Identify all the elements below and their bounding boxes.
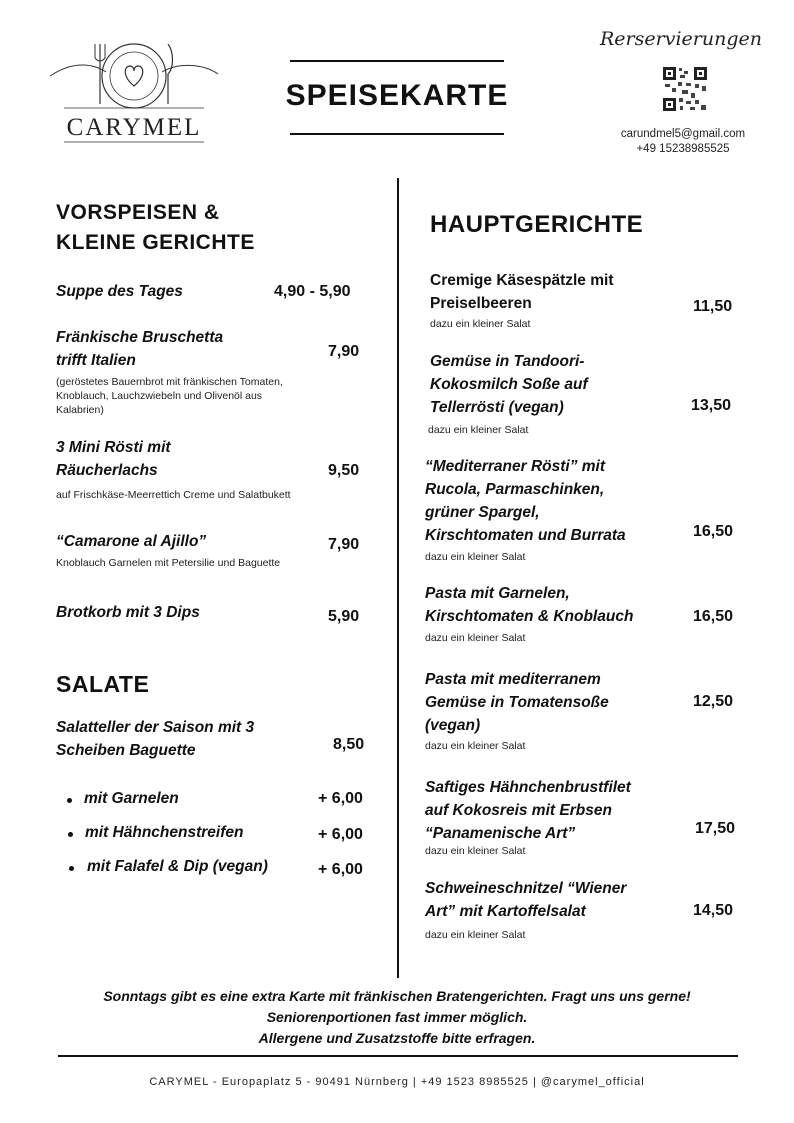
extra-haehnchen-price: + 6,00 xyxy=(318,826,363,843)
item-camarone-name: “Camarone al Ajillo” xyxy=(56,533,207,550)
extra-garnelen-price: + 6,00 xyxy=(318,790,363,807)
section-title-hauptgerichte: HAUPTGERICHTE xyxy=(430,211,644,238)
item-bruschetta-name: Fränkische Bruschetta trifft Italien xyxy=(56,329,224,369)
item-suppe-price: 4,90 - 5,90 xyxy=(274,283,351,300)
item-suppe-name: Suppe des Tages xyxy=(56,283,183,300)
footer-rule xyxy=(58,1055,738,1057)
main-pasta-gemuese-price: 12,50 xyxy=(693,693,734,710)
item-roesti-lachs-price: 9,50 xyxy=(328,462,360,479)
main-pasta-garnelen-price: 16,50 xyxy=(693,608,734,625)
main-mediterraner-roesti-price: 16,50 xyxy=(693,523,734,540)
item-salatteller-price: 8,50 xyxy=(333,736,365,753)
column-divider xyxy=(397,178,399,978)
item-roesti-lachs-note: auf Frischkäse-Meerrettich Creme und Salatbukett xyxy=(56,489,291,501)
title-rule-top xyxy=(290,60,504,62)
main-tandoori-name: Gemüse in Tandoori- Kokosmilch Soße auf Tellerrösti (vegan) xyxy=(430,353,588,416)
section-title-vorspeisen: VORSPEISEN & KLEINE GERICHTE xyxy=(56,201,255,254)
item-salatteller-name: Salatteller der Saison mit 3 Scheiben Baguette xyxy=(56,719,255,759)
item-bruschetta-note: (geröstetes Bauernbrot mit fränkischen Tomaten, Knoblauch, Lauchzwiebeln und Olivenöl aus Kalabrien) xyxy=(56,376,283,416)
item-camarone-price: 7,90 xyxy=(328,536,360,553)
item-brotkorb-price: 5,90 xyxy=(328,608,360,625)
main-haehnchenbrust-price: 17,50 xyxy=(695,820,736,837)
main-pasta-gemuese-name: Pasta mit mediterranem Gemüse in Tomatensoße (vegan) xyxy=(425,671,609,734)
main-schnitzel-price: 14,50 xyxy=(693,902,734,919)
footer-note-allergene: Allergene und Zusatzstoffe bitte erfragen. xyxy=(258,1030,536,1046)
extra-falafel-price: + 6,00 xyxy=(318,861,363,878)
footer-address: CARYMEL - Europaplatz 5 - 90491 Nürnberg | +49 1523 8985525 | @carymel_official xyxy=(149,1076,645,1088)
main-haehnchenbrust-note: dazu ein kleiner Salat xyxy=(425,845,526,857)
extra-falafel-name: mit Falafel & Dip (vegan) xyxy=(87,858,268,875)
extra-garnelen-name: mit Garnelen xyxy=(84,790,179,807)
main-mediterraner-roesti-note: dazu ein kleiner Salat xyxy=(425,551,526,563)
main-kaesespaetzle-price: 11,50 xyxy=(693,298,733,315)
item-roesti-lachs-name: 3 Mini Rösti mit Räucherlachs xyxy=(56,439,171,479)
extra-haehnchen-name: mit Hähnchenstreifen xyxy=(85,824,244,841)
main-tandoori-price: 13,50 xyxy=(691,397,732,414)
item-bruschetta-price: 7,90 xyxy=(328,343,360,360)
footer-notes xyxy=(40,986,754,1049)
bullet-dot xyxy=(68,832,73,837)
bullet-dot xyxy=(69,866,74,871)
contact-email[interactable]: carundmel5@gmail.com xyxy=(620,128,746,140)
main-pasta-garnelen-name: Pasta mit Garnelen, Kirschtomaten & Knoblauch xyxy=(425,585,634,625)
contact-phone[interactable]: +49 15238985525 xyxy=(636,143,730,155)
main-schnitzel-note: dazu ein kleiner Salat xyxy=(425,929,526,941)
page-title: SPEISEKARTE xyxy=(285,79,509,112)
title-rule-bottom xyxy=(290,133,504,135)
footer-note-sonntag: Sonntags gibt es eine extra Karte mit fränkischen Bratengerichten. Fragt uns uns gerne! xyxy=(103,988,691,1004)
main-mediterraner-roesti-name: “Mediterraner Rösti” mit Rucola, Parmaschinken, grüner Spargel, Kirschtomaten und Burrata xyxy=(425,458,626,544)
contact-info xyxy=(600,127,766,157)
section-title-salate: SALATE xyxy=(56,671,150,697)
bullet-dot xyxy=(67,798,72,803)
main-haehnchenbrust-name: Saftiges Hähnchenbrustfilet auf Kokosreis mit Erbsen “Panamenische Art” xyxy=(425,779,631,842)
brand-name: CARYMEL xyxy=(66,114,202,141)
main-kaesespaetzle-name: Cremige Käsespätzle mit Preiselbeeren xyxy=(430,272,614,312)
item-camarone-note: Knoblauch Garnelen mit Petersilie und Baguette xyxy=(56,557,281,569)
reservation-label: Rerservierungen xyxy=(600,28,762,50)
qr-code-icon[interactable] xyxy=(662,66,708,112)
main-tandoori-note: dazu ein kleiner Salat xyxy=(428,424,529,436)
main-schnitzel-name: Schweineschnitzel “Wiener Art” mit Kartoffelsalat xyxy=(425,880,627,920)
main-pasta-gemuese-note: dazu ein kleiner Salat xyxy=(425,740,526,752)
main-pasta-garnelen-note: dazu ein kleiner Salat xyxy=(425,632,526,644)
main-kaesespaetzle-note: dazu ein kleiner Salat xyxy=(430,318,531,330)
footer-note-senioren: Seniorenportionen fast immer möglich. xyxy=(266,1009,528,1025)
item-brotkorb-name: Brotkorb mit 3 Dips xyxy=(56,604,200,621)
